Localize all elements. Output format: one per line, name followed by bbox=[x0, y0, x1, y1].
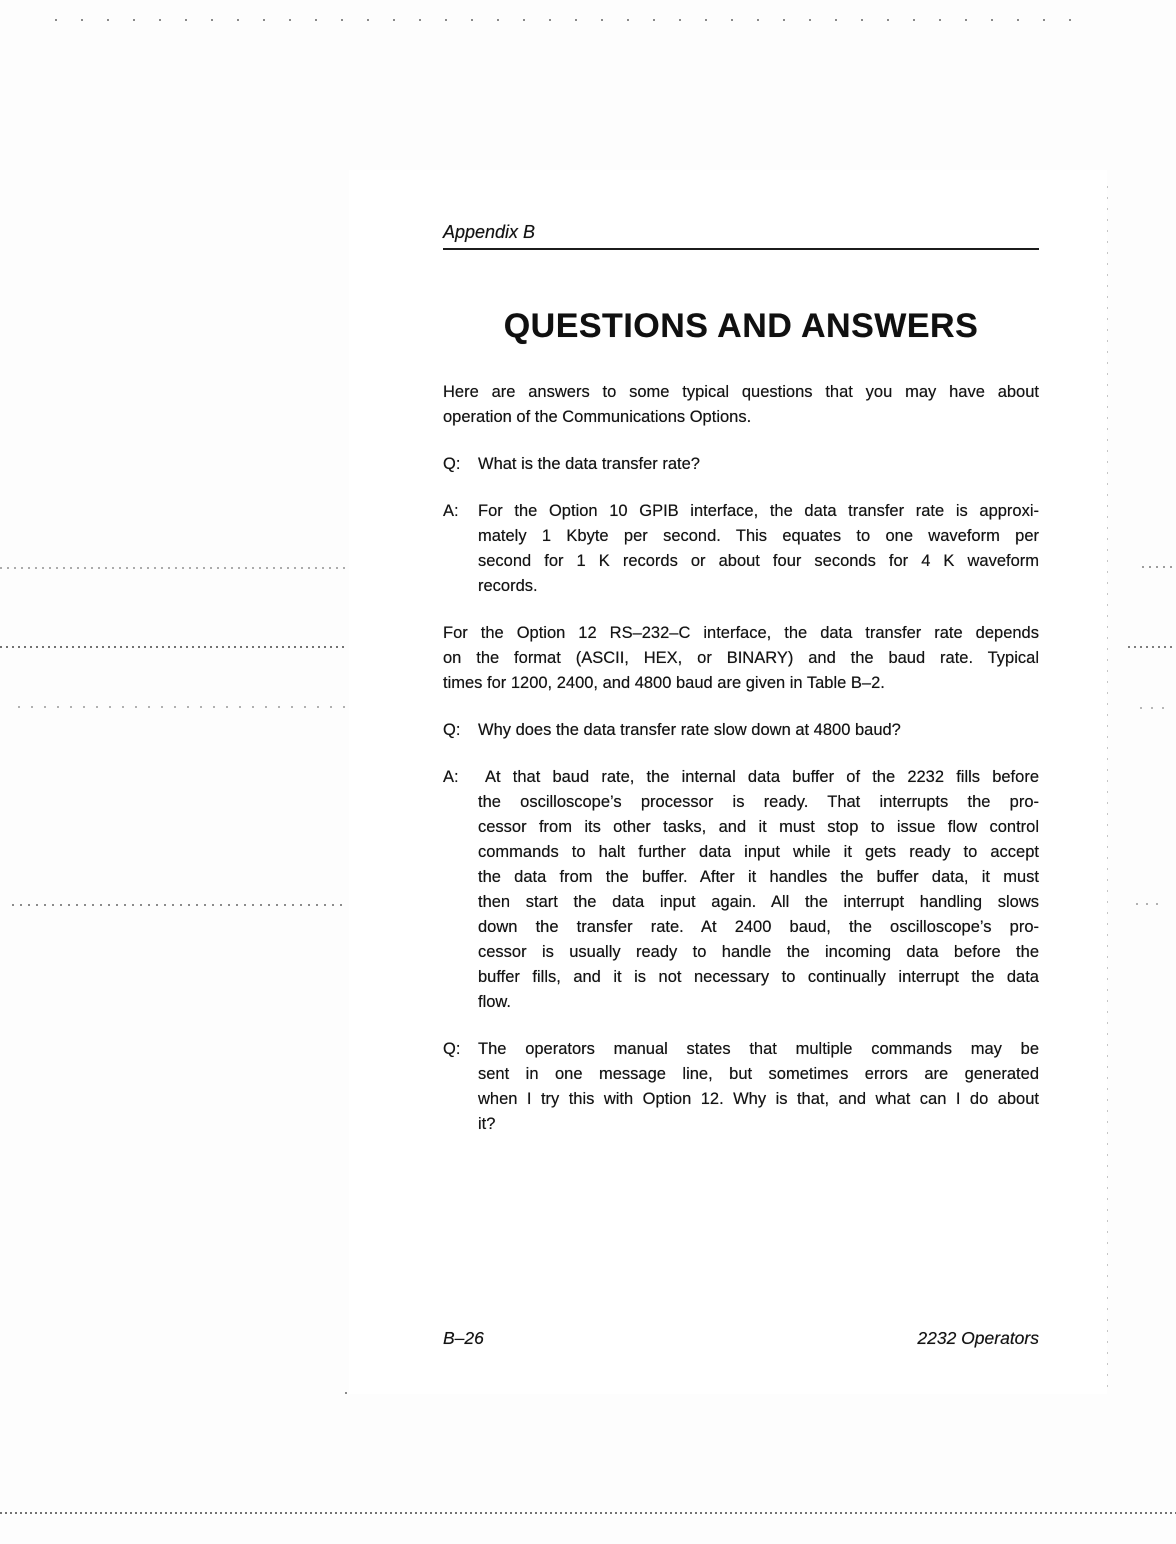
text-line: when I try this with Option 12. Why is that, and what can I do about bbox=[478, 1090, 1039, 1108]
text-line: commands to halt further data input while it gets ready to accept bbox=[478, 843, 1039, 861]
answer-label: A: bbox=[443, 502, 459, 520]
answer-label: A: bbox=[443, 768, 459, 786]
page-footer bbox=[443, 1328, 1039, 1349]
question-label: Q: bbox=[443, 1040, 461, 1058]
text-line: Here are answers to some typical questions that you may have about bbox=[443, 383, 1039, 401]
qa-question-1 bbox=[443, 452, 1039, 477]
scan-artifact-bottom-edge bbox=[0, 1512, 1176, 1514]
text-line: For the Option 12 RS–232–C interface, the data transfer rate depends bbox=[443, 624, 1039, 642]
scan-artifact-left-margin-2 bbox=[0, 646, 346, 648]
scan-artifact-right-margin-4 bbox=[1136, 903, 1158, 905]
text-line: The operators manual states that multiple commands may be bbox=[478, 1040, 1039, 1058]
answer-text bbox=[478, 499, 1039, 599]
running-header bbox=[443, 222, 1039, 250]
document-page bbox=[349, 170, 1107, 1394]
scan-artifact-left-margin-4 bbox=[12, 904, 346, 906]
text-line: second for 1 K records or about four seconds for 4 K waveform bbox=[478, 552, 1039, 570]
text-line: mately 1 Kbyte per second. This equates to one waveform per bbox=[478, 527, 1039, 545]
text-line: flow. bbox=[478, 993, 512, 1011]
body-copy bbox=[443, 380, 1039, 1137]
qa-question-2 bbox=[443, 718, 1039, 743]
scan-artifact-top-edge bbox=[55, 19, 1085, 21]
text-line: the data from the buffer. After it handles the buffer data, it must bbox=[478, 868, 1039, 886]
page-title: QUESTIONS AND ANSWERS bbox=[503, 307, 979, 345]
question-label: Q: bbox=[443, 721, 461, 739]
paragraph-option12 bbox=[443, 621, 1039, 696]
qa-question-3 bbox=[443, 1037, 1039, 1137]
answer-text bbox=[478, 765, 1039, 1015]
qa-answer-1 bbox=[443, 499, 1039, 599]
page-number: B–26 bbox=[443, 1328, 484, 1348]
text-line: down the transfer rate. At 2400 baud, the oscilloscope’s pro- bbox=[478, 918, 1039, 936]
text-line: sent in one message line, but sometimes errors are generated bbox=[478, 1065, 1039, 1083]
manual-title: 2232 Operators bbox=[917, 1328, 1039, 1348]
scan-artifact-right-margin-1 bbox=[1142, 566, 1176, 568]
text-line: cessor is usually ready to handle the incoming data before the bbox=[478, 943, 1039, 961]
intro-paragraph bbox=[443, 380, 1039, 430]
text-line: What is the data transfer rate? bbox=[478, 455, 700, 473]
question-label: Q: bbox=[443, 455, 461, 473]
text-line: operation of the Communications Options. bbox=[443, 408, 752, 426]
page-content bbox=[349, 170, 1107, 1394]
text-line: At that baud rate, the internal data buffer of the 2232 fills before bbox=[485, 768, 1039, 786]
text-line: For the Option 10 GPIB interface, the data transfer rate is approxi- bbox=[478, 502, 1039, 520]
scan-artifact-left-margin-1 bbox=[0, 567, 346, 569]
scan-artifact-right-margin-3 bbox=[1140, 707, 1172, 709]
text-line: times for 1200, 2400, and 4800 baud are given in Table B–2. bbox=[443, 674, 885, 692]
text-line: on the format (ASCII, HEX, or BINARY) and the baud rate. Typical bbox=[443, 649, 1039, 667]
text-line: buffer fills, and it is not necessary to continually interrupt the data bbox=[478, 968, 1039, 986]
qa-answer-2 bbox=[443, 765, 1039, 1015]
scan-artifact-right-margin-2 bbox=[1128, 646, 1176, 648]
text-line: cessor from its other tasks, and it must stop to issue flow control bbox=[478, 818, 1039, 836]
question-text bbox=[478, 452, 1039, 477]
text-line: Why does the data transfer rate slow down at 4800 baud? bbox=[478, 721, 901, 739]
text-line: records. bbox=[478, 577, 538, 595]
question-text bbox=[478, 718, 1039, 743]
text-line: then start the data input again. All the interrupt handling slows bbox=[478, 893, 1039, 911]
text-line: it? bbox=[478, 1115, 496, 1133]
scan-artifact-left-margin-3 bbox=[18, 706, 346, 708]
text-line: the oscilloscope’s processor is ready. That interrupts the pro- bbox=[478, 793, 1039, 811]
running-header-text: Appendix B bbox=[443, 222, 536, 242]
question-text bbox=[478, 1037, 1039, 1137]
